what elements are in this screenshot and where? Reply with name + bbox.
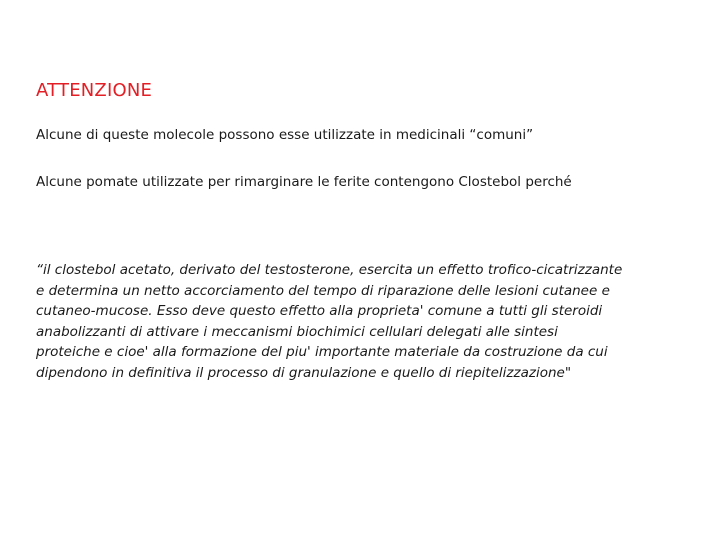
- slide-title: ATTENZIONE: [36, 80, 153, 101]
- quote-line: cutaneo-mucose. Esso deve questo effetto alla proprieta' comune a tutti gli steroidi: [36, 303, 603, 319]
- quote-line: proteiche e cioe' alla formazione del piu' importante materiale da costruzione da cui: [36, 344, 608, 360]
- clostebol-quote: [36, 260, 686, 383]
- quote-line: “il clostebol acetato, derivato del testosterone, esercita un effetto trofico-cicatrizzante: [36, 262, 623, 278]
- intro-line-molecules: Alcune di queste molecole possono esse utilizzate in medicinali “comuni”: [36, 127, 534, 143]
- intro-line-ointments: Alcune pomate utilizzate per rimarginare le ferite contengono Clostebol perché: [36, 174, 572, 190]
- quote-line: anabolizzanti di attivare i meccanismi biochimici cellulari delegati alle sintesi: [36, 323, 558, 340]
- quote-line: e determina un netto accorciamento del tempo di riparazione delle lesioni cutanee e: [36, 282, 610, 299]
- quote-line: dipendono in definitiva il processo di granulazione e quello di riepitelizzazione": [36, 364, 572, 381]
